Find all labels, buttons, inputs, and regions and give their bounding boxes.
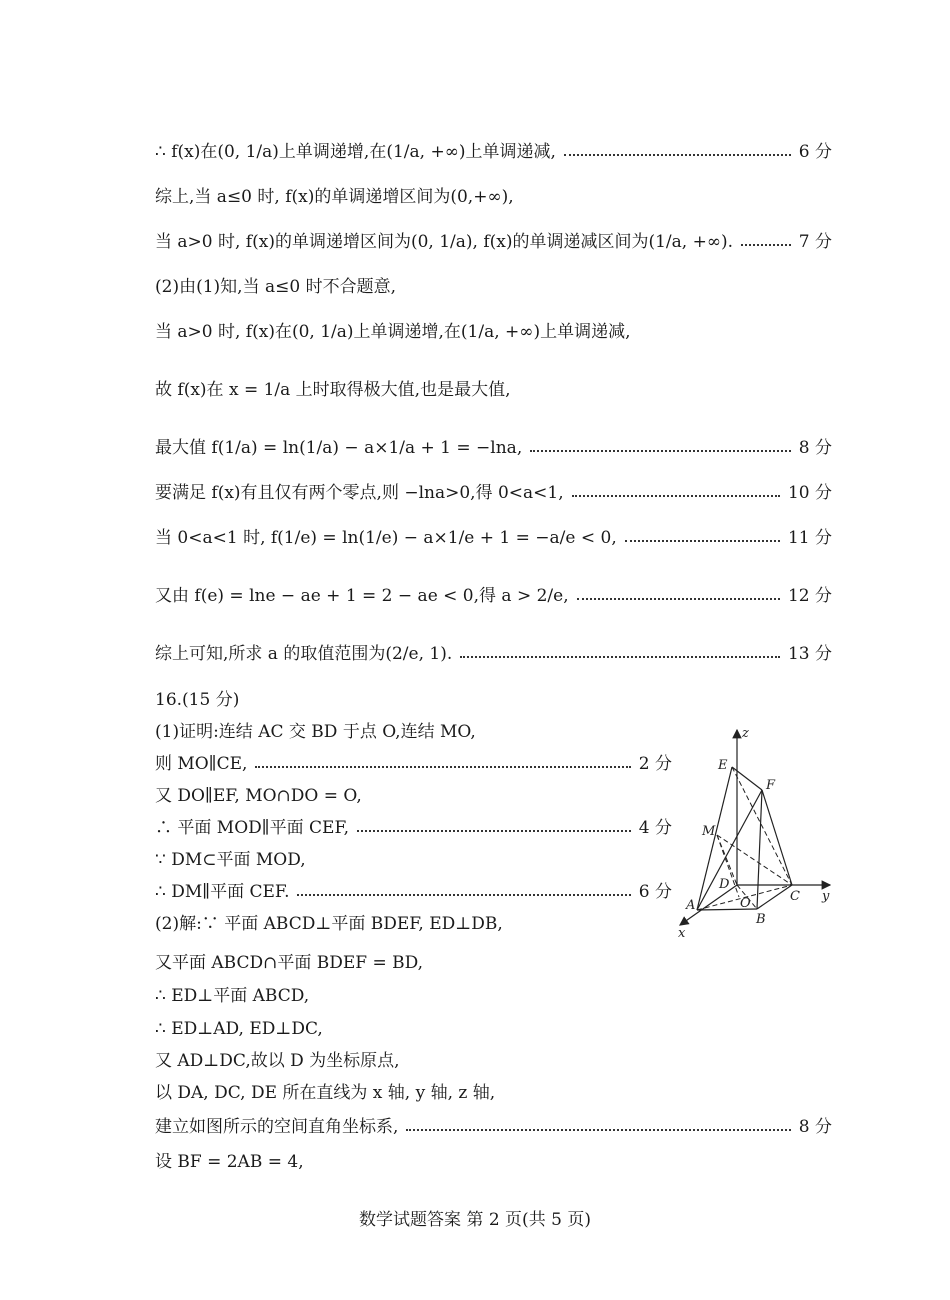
answer-line: 又由 f(e) = lne − ae + 1 = 2 − ae < 0,得 a > 2/e, 12 分	[155, 586, 832, 606]
answer-line: ∴ DM∥平面 CEF. 6 分	[155, 882, 672, 902]
answer-line: (1)证明:连结 AC 交 BD 于点 O,连结 MO,	[155, 722, 476, 742]
page-footer: 数学试题答案 第 2 页(共 5 页)	[359, 1210, 591, 1230]
score: 6 分	[638, 882, 672, 902]
score: 8 分	[798, 1117, 832, 1137]
answer-line: 当 0<a<1 时, f(1/e) = ln(1/e) − a×1/e + 1 = −a/e < 0, 11 分	[155, 528, 832, 548]
leader-dots	[297, 892, 630, 896]
label-D: D	[719, 877, 730, 892]
answer-line: 综上可知,所求 a 的取值范围为(2/e, 1). 13 分	[155, 644, 832, 664]
answer-line: 又 DO∥EF, MO∩DO = O,	[155, 786, 362, 806]
answer-line: ∴ ED⊥AD, ED⊥DC,	[155, 1019, 323, 1039]
label-C: C	[790, 889, 800, 904]
leader-dots	[572, 493, 780, 497]
label-y: y	[822, 889, 830, 904]
question-heading: 16.(15 分)	[155, 690, 240, 710]
answer-line: (2)由(1)知,当 a≤0 时不合题意,	[155, 277, 396, 297]
score: 12 分	[787, 586, 832, 606]
edge-FA	[697, 790, 762, 910]
edge-FB	[757, 790, 762, 909]
leader-dots	[255, 764, 630, 768]
label-O: O	[740, 896, 751, 911]
answer-line: ∴ 平面 MOD∥平面 CEF, 4 分	[155, 818, 672, 838]
edge-BC	[757, 885, 792, 909]
leader-dots	[741, 242, 791, 246]
leader-dots	[357, 828, 631, 832]
geometry-figure	[672, 725, 842, 940]
answer-line: ∴ ED⊥平面 ABCD,	[155, 986, 310, 1006]
label-E: E	[718, 758, 728, 773]
leader-dots	[564, 152, 791, 156]
label-M: M	[702, 824, 716, 839]
answer-line: 设 BF = 2AB = 4,	[155, 1152, 304, 1172]
answer-line: (2)解:∵ 平面 ABCD⊥平面 BDEF, ED⊥DB,	[155, 914, 503, 934]
label-x: x	[678, 926, 686, 940]
leader-dots	[530, 448, 791, 452]
score: 7 分	[798, 232, 832, 252]
answer-line: ∴ f(x)在(0, 1/a)上单调递增,在(1/a, +∞)上单调递减, 6 分	[155, 142, 832, 162]
score: 6 分	[798, 142, 832, 162]
score: 10 分	[787, 483, 832, 503]
score: 11 分	[787, 528, 832, 548]
answer-line: 又平面 ABCD∩平面 BDEF = BD,	[155, 953, 424, 973]
leader-dots	[460, 654, 780, 658]
label-A: A	[686, 898, 696, 913]
score: 4 分	[638, 818, 672, 838]
answer-line: 当 a>0 时, f(x)在(0, 1/a)上单调递增,在(1/a, +∞)上单调递减,	[155, 322, 631, 342]
answer-line: 故 f(x)在 x = 1/a 上时取得极大值,也是最大值,	[155, 380, 511, 400]
answer-line: 当 a>0 时, f(x)的单调递增区间为(0, 1/a), f(x)的单调递减区间为(1/a, +∞). 7 分	[155, 232, 832, 252]
answer-line: 则 MO∥CE, 2 分	[155, 754, 672, 774]
answer-line: 建立如图所示的空间直角坐标系, 8 分	[155, 1117, 832, 1137]
leader-dots	[406, 1127, 790, 1131]
edge-EC	[732, 767, 792, 885]
answer-line: 要满足 f(x)有且仅有两个零点,则 −lna>0,得 0<a<1, 10 分	[155, 483, 832, 503]
leader-dots	[625, 538, 780, 542]
answer-line: ∵ DM⊂平面 MOD,	[155, 850, 306, 870]
label-z: z	[742, 726, 749, 741]
label-F: F	[766, 778, 776, 793]
answer-line: 综上,当 a≤0 时, f(x)的单调递增区间为(0,+∞),	[155, 187, 514, 207]
score: 8 分	[798, 438, 832, 458]
answer-line: 以 DA, DC, DE 所在直线为 x 轴, y 轴, z 轴,	[155, 1083, 496, 1103]
answer-line: 又 AD⊥DC,故以 D 为坐标原点,	[155, 1051, 400, 1071]
score: 2 分	[638, 754, 672, 774]
score: 13 分	[787, 644, 832, 664]
label-B: B	[756, 912, 766, 927]
answer-line: 最大值 f(1/a) = ln(1/a) − a×1/a + 1 = −lna, 8 分	[155, 438, 832, 458]
leader-dots	[577, 596, 780, 600]
edge-FC	[762, 790, 792, 885]
